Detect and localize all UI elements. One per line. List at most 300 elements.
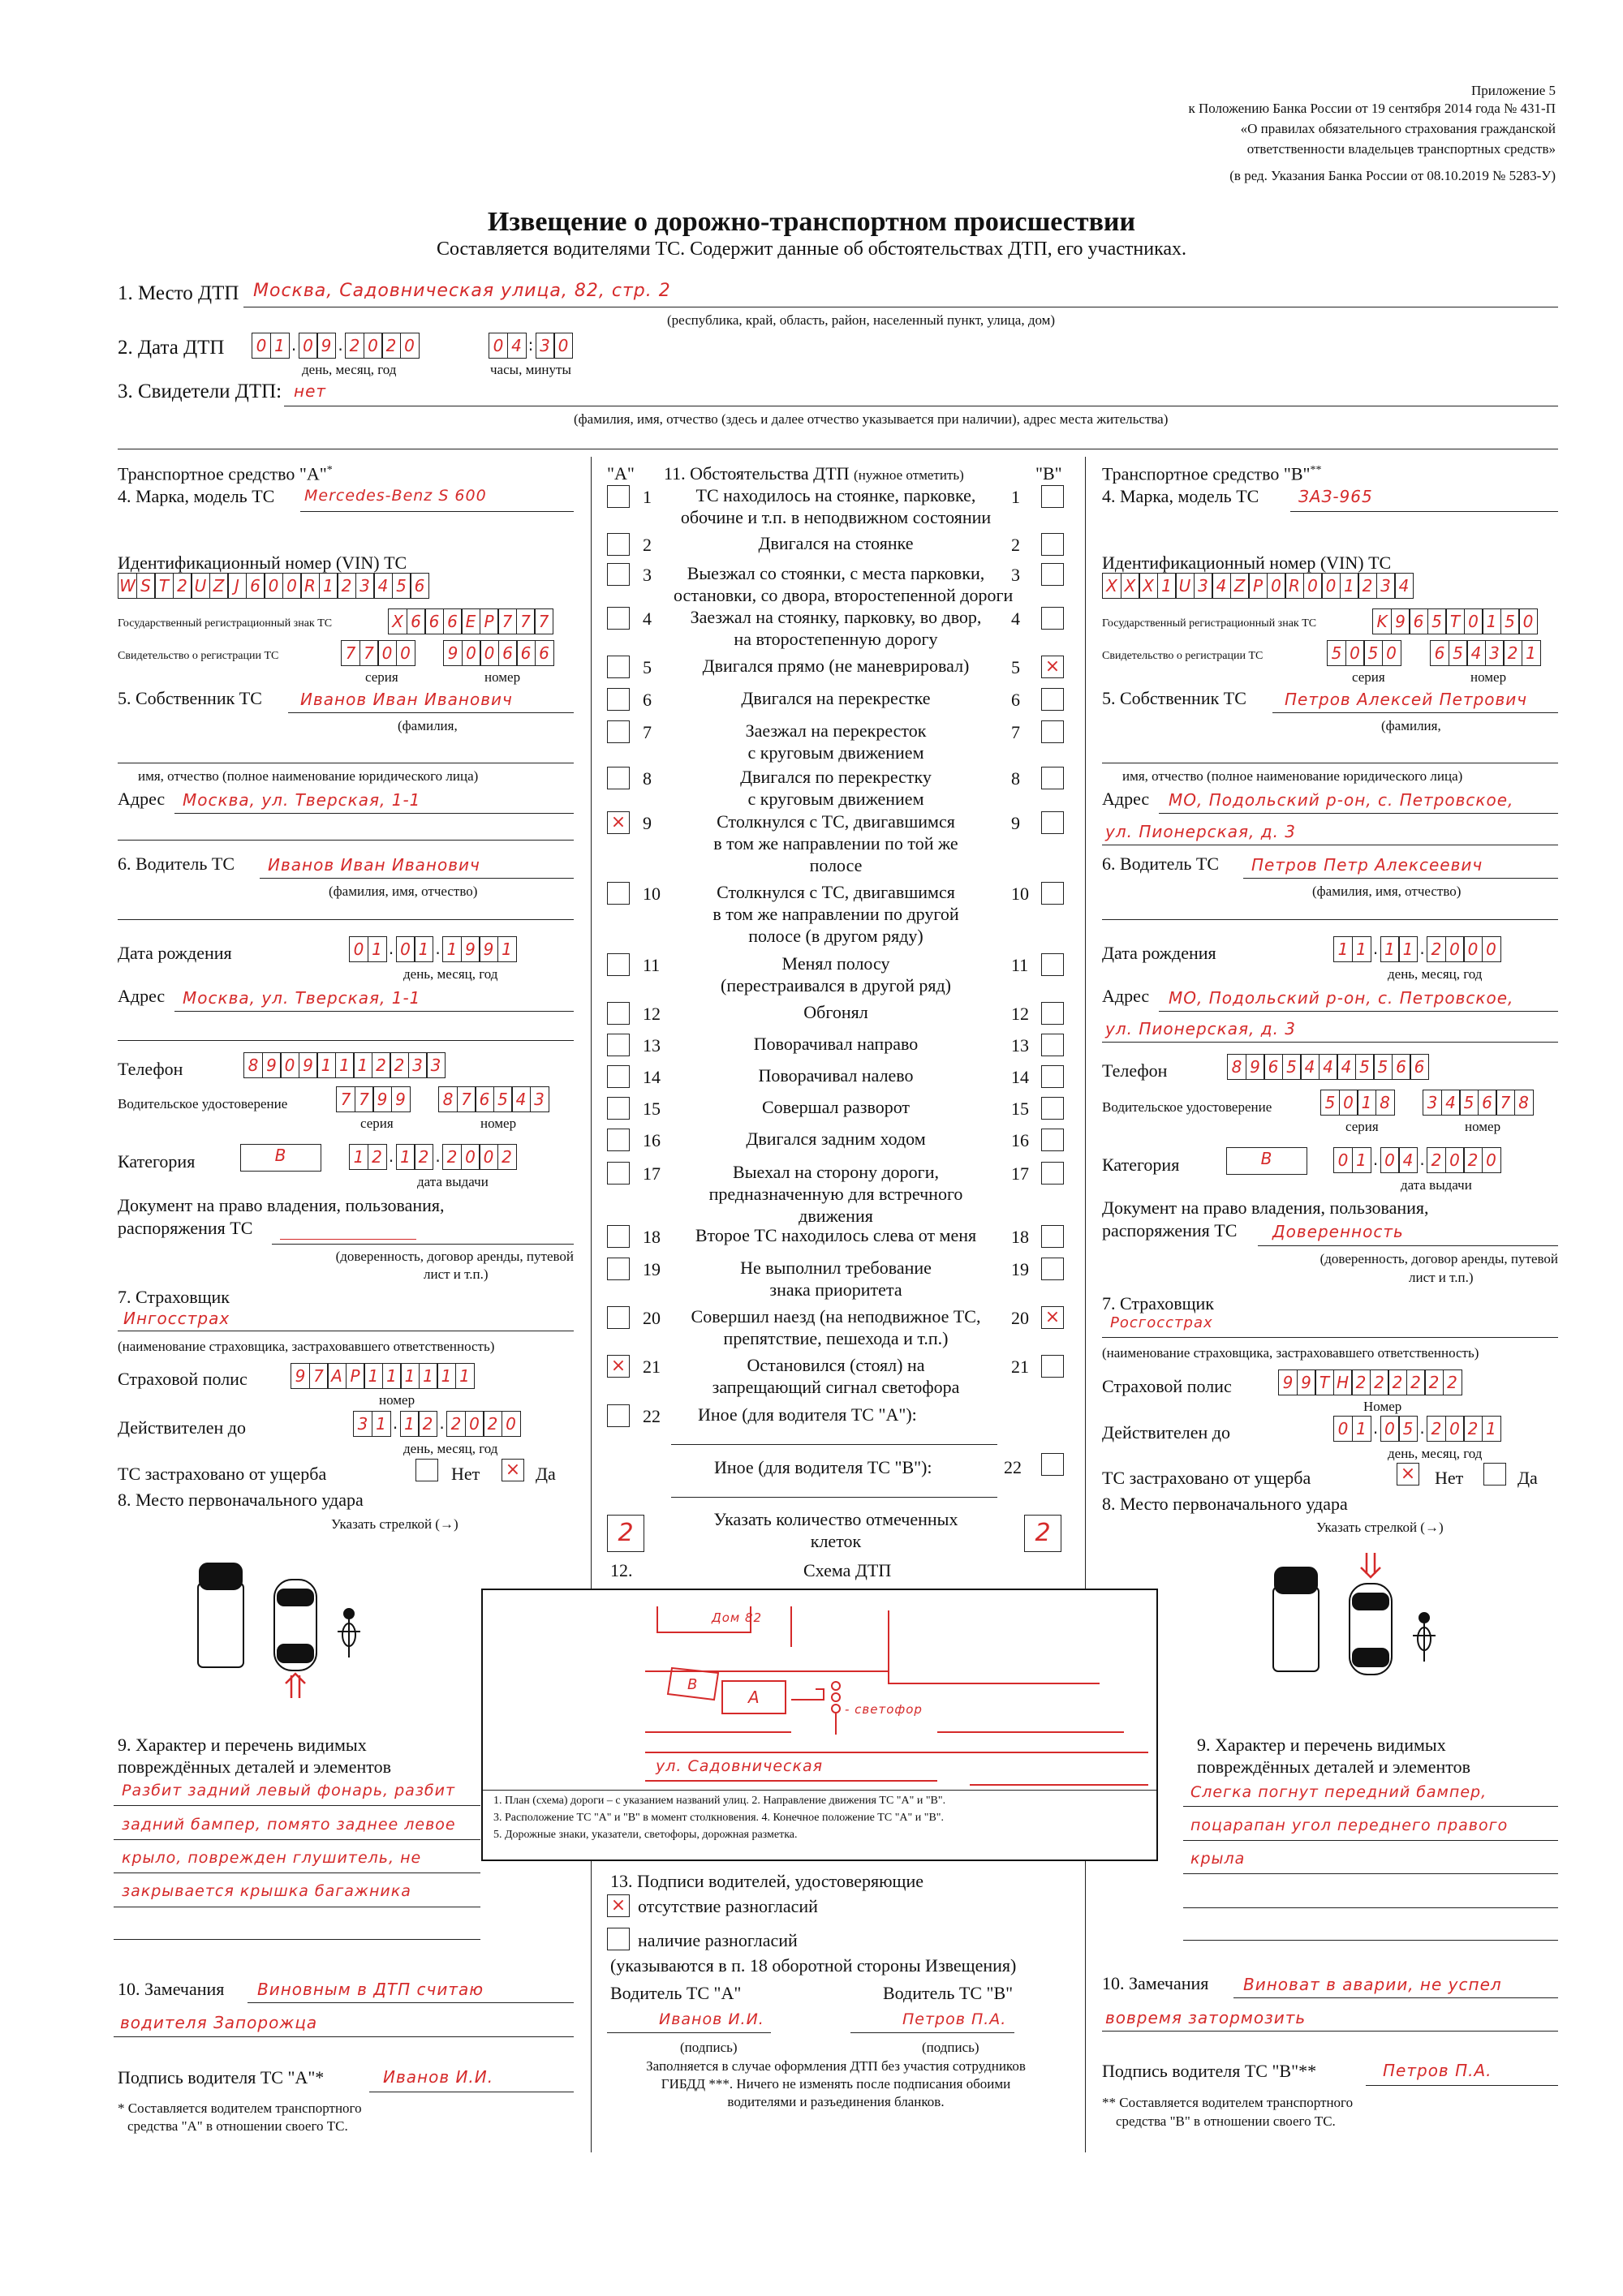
char-cell: 0	[1267, 573, 1286, 599]
scheme-note1: 1. План (схема) дороги – с указанием названий улиц. 2. Направление движения ТС "А" и "В".	[493, 1795, 946, 1807]
column-divider-right	[1085, 457, 1086, 2152]
circumstance-6-b-checkbox[interactable]	[1041, 688, 1064, 711]
vehicle-b-license-number-hint: номер	[1465, 1119, 1501, 1134]
vehicle-a-damage-line4[interactable]: закрывается крышка багажника	[122, 1882, 411, 1900]
vehicle-a-foot2: средства "А" в отношении своего ТС.	[127, 2118, 348, 2134]
vehicle-b-impact-diagram[interactable]	[1262, 1550, 1449, 1692]
vehicle-a-owner-address[interactable]: Москва, ул. Тверская, 1-1	[183, 790, 421, 810]
circumstance-10-b-checkbox[interactable]	[1041, 882, 1064, 905]
vehicle-b-insurer[interactable]: Росгосстрах	[1110, 1314, 1213, 1331]
char-cell: 6	[1409, 608, 1428, 634]
char-cell: 8	[1514, 1090, 1534, 1116]
circumstance-number-b: 10	[1011, 884, 1029, 904]
circumstance-18-a-checkbox[interactable]	[607, 1225, 630, 1248]
circumstance-21-a-checkbox[interactable]: ×	[607, 1355, 630, 1378]
vehicle-b-ins-yes-checkbox[interactable]	[1483, 1463, 1506, 1486]
vehicle-a-birth-label: Дата рождения	[118, 943, 232, 963]
vehicle-a-remarks1[interactable]: Виновным в ДТП считаю	[257, 1980, 484, 1999]
vehicle-b-damage-line2[interactable]: поцарапан угол переднего правого	[1190, 1817, 1509, 1834]
vehicle-b-brand-label: 4. Марка, модель ТС	[1102, 486, 1259, 506]
char-cell: 4	[1441, 1090, 1461, 1116]
annex-number: Приложение 5	[1471, 83, 1556, 98]
circumstance-12-b-checkbox[interactable]	[1041, 1002, 1064, 1025]
char-cell: K	[1372, 608, 1392, 634]
circumstance-13-a-checkbox[interactable]	[607, 1034, 630, 1056]
circumstance-20-b-checkbox[interactable]: ×	[1041, 1306, 1064, 1329]
vehicle-a-vin-label: Идентификационный номер (VIN) ТС	[118, 553, 407, 573]
vehicle-a-owner-address-line2	[118, 840, 574, 841]
char-cell: 2	[1351, 1369, 1371, 1395]
circumstance-19-a-checkbox[interactable]	[607, 1258, 630, 1280]
circumstance-text: Остановился (стоял) на	[747, 1355, 925, 1375]
circumstance-text: Обгонял	[803, 1002, 868, 1022]
vehicle-b-driver-line2	[1102, 919, 1558, 920]
circumstance-number-a: 7	[643, 722, 652, 742]
char-cell: 0	[1380, 1416, 1400, 1442]
scheme-title: Схема ДТП	[803, 1560, 892, 1580]
signatures-note2: ГИБДД ***. Ничего не изменять после подписания обоими	[661, 2076, 1011, 2092]
char-cell: 1	[442, 936, 462, 962]
char-cell: 0	[489, 333, 508, 359]
vehicle-a-doc-dash	[280, 1239, 416, 1240]
char-cell: 9	[1391, 608, 1410, 634]
vehicle-a-owner-line	[288, 712, 574, 713]
vehicle-b-license-series-hint: серия	[1345, 1119, 1379, 1134]
vehicle-b-sign-label: Подпись водителя ТС "В"**	[1102, 2061, 1317, 2081]
vehicle-a-policy[interactable]	[291, 1363, 473, 1389]
char-cell: 6	[1392, 1054, 1411, 1080]
char-cell: 8	[1227, 1054, 1246, 1080]
char-cell: 2	[372, 1052, 391, 1078]
char-cell: .	[392, 1413, 398, 1433]
circumstance-text: Столкнулся с ТС, двигавшимся	[717, 882, 955, 902]
char-cell: 0	[479, 1144, 498, 1170]
count-a-box[interactable]: 2	[607, 1515, 644, 1552]
vehicle-b-license-number[interactable]	[1423, 1090, 1532, 1116]
vehicle-a-owner[interactable]: Иванов Иван Иванович	[300, 690, 513, 709]
vehicle-b-damage-rule3	[1183, 1873, 1558, 1874]
circumstance-number-b: 19	[1011, 1259, 1029, 1279]
impact-arrow-icon	[1361, 1553, 1380, 1577]
vehicle-b-ins-no-label: Нет	[1435, 1468, 1464, 1488]
vehicle-a-valid[interactable]	[353, 1411, 519, 1437]
char-cell: 2	[414, 1144, 433, 1170]
circumstance-2-b-checkbox[interactable]	[1041, 533, 1064, 556]
vehicle-b-damage-line1[interactable]: Слегка погнут передний бампер,	[1190, 1783, 1487, 1801]
vehicle-a-driver-line2	[118, 919, 574, 920]
circumstance-6-a-checkbox[interactable]	[607, 688, 630, 711]
circumstance-3-b-checkbox[interactable]	[1041, 563, 1064, 586]
circumstance-text: препятствие, пешехода и т.п.)	[723, 1328, 949, 1348]
vehicle-b-cert-number[interactable]	[1430, 640, 1539, 666]
circumstance-9-a-checkbox[interactable]: ×	[607, 811, 630, 834]
circumstance-16-b-checkbox[interactable]	[1041, 1129, 1064, 1151]
circumstance-number-a: 4	[643, 608, 652, 629]
truck-icon	[1273, 1567, 1319, 1671]
vehicle-a-brand-label: 4. Марка, модель ТС	[118, 486, 275, 506]
circumstance-number-b: 20	[1011, 1308, 1029, 1328]
char-cell: 2	[483, 1411, 502, 1437]
circumstance-3-a-checkbox[interactable]	[607, 563, 630, 586]
char-cell: 5	[1363, 640, 1383, 666]
annex-regulation: к Положению Банка России от 19 сентября 2014 года № 431-П	[1188, 101, 1556, 116]
vehicle-b-brand-line	[1290, 511, 1558, 512]
char-cell: 6	[424, 608, 444, 634]
char-cell: 0	[396, 640, 415, 666]
no-disagreement-checkbox[interactable]: ×	[607, 1894, 630, 1917]
char-cell: T	[1445, 608, 1465, 634]
vehicle-a-doc-label1: Документ на право владения, пользования,	[118, 1195, 445, 1215]
vehicle-a-birth[interactable]	[349, 936, 515, 962]
char-cell: 6	[1264, 1054, 1283, 1080]
circumstance-11-b-checkbox[interactable]	[1041, 953, 1064, 976]
vehicle-b-owner-address1[interactable]: МО, Подольский р-он, с. Петровское,	[1169, 790, 1514, 810]
vehicle-b-driver-address1[interactable]: МО, Подольский р-он, с. Петровское,	[1169, 988, 1514, 1008]
char-cell: T	[1315, 1369, 1334, 1395]
char-cell: 0	[462, 640, 481, 666]
circumstance-text: Не выполнил требование	[740, 1258, 932, 1278]
circumstance-2-a-checkbox[interactable]	[607, 533, 630, 556]
char-cell: 2	[1424, 1369, 1444, 1395]
char-cell: 6	[1430, 640, 1449, 666]
circumstance-number-a: 9	[643, 813, 652, 833]
vehicle-b-driver-line	[1243, 878, 1558, 879]
char-cell: R	[300, 573, 320, 599]
vehicle-b-ins-no-checkbox[interactable]: ×	[1397, 1463, 1419, 1486]
circumstance-22-a-checkbox[interactable]	[607, 1404, 630, 1427]
vehicle-b-vin[interactable]	[1102, 573, 1413, 599]
circumstance-8-b-checkbox[interactable]	[1041, 767, 1064, 789]
vehicle-a-impact-hint: Указать стрелкой (→)	[331, 1516, 458, 1532]
count-label1: Указать количество отмеченных	[713, 1509, 958, 1529]
vehicle-a-ins-yes-checkbox[interactable]: ×	[502, 1459, 524, 1481]
vehicle-b-issue-date[interactable]	[1333, 1147, 1500, 1173]
char-cell: T	[154, 573, 174, 599]
circumstance-number-a: 20	[643, 1308, 661, 1328]
scheme-traffic-light-label: - светофор	[845, 1702, 923, 1717]
vehicle-a-series-hint: серия	[365, 669, 398, 685]
vehicle-b-valid[interactable]	[1333, 1416, 1500, 1442]
char-cell: 1	[353, 1052, 372, 1078]
circumstance-18-b-checkbox[interactable]	[1041, 1225, 1064, 1248]
vehicle-a-issue-date[interactable]	[349, 1144, 515, 1170]
vehicle-a-owner-address-line	[174, 813, 574, 814]
char-cell: 2	[368, 1144, 387, 1170]
char-cell: 0	[1321, 573, 1341, 599]
circumstance-7-b-checkbox[interactable]	[1041, 720, 1064, 743]
count-b-box[interactable]: 2	[1024, 1515, 1061, 1552]
circumstance-7-a-checkbox[interactable]	[607, 720, 630, 743]
vehicle-a-policy-label: Страховой полис	[118, 1369, 248, 1389]
driver-b-signature[interactable]: Петров П.А.	[902, 2010, 1007, 2028]
char-cell: 5	[1459, 1090, 1479, 1116]
vehicle-b-cert-series[interactable]	[1327, 640, 1400, 666]
char-cell: 1	[368, 936, 387, 962]
char-cell: 2	[1427, 1147, 1446, 1173]
circumstance-text: Заезжал на стоянку, парковку, во двор,	[690, 607, 982, 627]
vehicle-b-owner-hint1: (фамилия,	[1381, 718, 1441, 733]
char-cell: .	[1419, 939, 1425, 958]
char-cell: S	[136, 573, 156, 599]
vehicle-b-owner-address2[interactable]: ул. Пионерская, д. 3	[1105, 822, 1297, 841]
vehicle-a-ins-no-checkbox[interactable]	[415, 1459, 438, 1481]
char-cell: 0	[377, 640, 397, 666]
char-cell: 0	[461, 1144, 480, 1170]
circumstance-number-b: 21	[1011, 1357, 1029, 1377]
vehicle-b-damage-label1: 9. Характер и перечень видимых	[1197, 1735, 1446, 1755]
circumstance-8-a-checkbox[interactable]	[607, 767, 630, 789]
vehicle-b-damage-rule5	[1183, 1940, 1558, 1941]
char-cell: U	[191, 573, 210, 599]
witnesses-label: 3. Свидетели ДТП:	[118, 381, 282, 402]
vehicle-b-owner-address-label: Адрес	[1102, 789, 1150, 809]
date-hint: день, месяц, год	[302, 362, 397, 377]
circumstance-13-b-checkbox[interactable]	[1041, 1034, 1064, 1056]
vehicle-a-plate[interactable]	[388, 608, 553, 634]
char-cell: 2	[381, 333, 401, 359]
vehicle-a-driver-address-line	[174, 1011, 574, 1012]
char-cell: 7	[355, 1086, 374, 1112]
char-cell: 7	[336, 1086, 355, 1112]
circumstance-text: запрещающий сигнал светофора	[712, 1377, 960, 1397]
vehicle-a-category: B	[274, 1146, 287, 1165]
vehicle-a-insurer[interactable]: Ингосстрах	[123, 1309, 230, 1328]
char-cell: 7	[309, 1363, 329, 1389]
vehicle-a-damage-line1[interactable]: Разбит задний левый фонарь, разбит	[122, 1782, 456, 1799]
date-label: 2. Дата ДТП	[118, 337, 225, 359]
char-cell: 0	[282, 573, 302, 599]
vehicle-a-issue-hint: дата выдачи	[417, 1174, 489, 1189]
circumstance-text: Двигался задним ходом	[746, 1129, 926, 1149]
circumstance-number-a: 17	[643, 1163, 661, 1184]
char-cell: .	[435, 1146, 441, 1166]
circumstance-1-a-checkbox[interactable]	[607, 485, 630, 508]
vehicle-b-series-hint: серия	[1352, 669, 1385, 685]
vehicle-a-driver[interactable]: Иванов Иван Иванович	[268, 855, 480, 875]
char-cell: H	[1333, 1369, 1353, 1395]
vehicle-a-category-box[interactable]	[240, 1144, 321, 1172]
vehicle-b-owner[interactable]: Петров Алексей Петрович	[1285, 690, 1528, 709]
char-cell: 1	[400, 1411, 420, 1437]
vehicle-a-doc-line	[272, 1244, 574, 1245]
circumstance-9-b-checkbox[interactable]	[1041, 811, 1064, 834]
circumstance-text: ТС находилось на стоянке, парковке,	[695, 485, 976, 505]
char-cell: P	[346, 1363, 365, 1389]
vehicle-b-damage-line3[interactable]: крыла	[1190, 1850, 1246, 1868]
vehicle-a-policy-hint: номер	[379, 1392, 415, 1408]
vehicle-b-sign[interactable]: Петров П.А.	[1383, 2061, 1492, 2080]
vehicle-b-phone[interactable]	[1227, 1054, 1428, 1080]
vehicle-a-impact-diagram[interactable]	[187, 1554, 373, 1704]
char-cell: .	[388, 939, 394, 958]
char-cell: 4	[507, 333, 527, 359]
vehicle-a-header: Транспортное средство "А"*	[118, 463, 333, 484]
vehicle-b-insurer-hint: (наименование страховщика, застраховавшего ответственность)	[1102, 1345, 1479, 1361]
vehicle-b-brand[interactable]: ЗАЗ-965	[1298, 487, 1373, 506]
date-cells[interactable]	[252, 333, 418, 359]
circumstance-1-b-checkbox[interactable]	[1041, 485, 1064, 508]
circumstance-11-a-checkbox[interactable]	[607, 953, 630, 976]
circumstance-number-b: 2	[1011, 535, 1020, 555]
driver-b-sign-line	[850, 2032, 1014, 2033]
circumstance-text: с круговым движением	[747, 742, 924, 763]
char-cell: U	[1175, 573, 1195, 599]
circumstance-15-b-checkbox[interactable]	[1041, 1097, 1064, 1120]
vehicle-b-doc-label2: распоряжения ТС	[1102, 1220, 1238, 1240]
circumstance-19-b-checkbox[interactable]	[1041, 1258, 1064, 1280]
char-cell: 1	[349, 1144, 368, 1170]
vehicle-a-driver-address[interactable]: Москва, ул. Тверская, 1-1	[183, 988, 421, 1008]
disagreement-checkbox[interactable]	[607, 1928, 630, 1950]
circumstance-number-a: 19	[643, 1259, 661, 1279]
char-cell: 8	[243, 1052, 263, 1078]
char-cell: 4	[1394, 573, 1414, 599]
bicycle-icon	[1413, 1613, 1436, 1662]
circumstance-number-a: 12	[643, 1004, 661, 1024]
char-cell: 3	[530, 1086, 549, 1112]
char-cell: 2	[1463, 1416, 1483, 1442]
vehicle-b-cert-label: Свидетельство о регистрации ТС	[1102, 650, 1264, 662]
circumstance-10-a-checkbox[interactable]	[607, 882, 630, 905]
vehicle-b-phone-label: Телефон	[1102, 1060, 1168, 1081]
other-b-checkbox[interactable]	[1041, 1453, 1064, 1476]
circumstance-5-b-checkbox[interactable]: ×	[1041, 656, 1064, 678]
circumstance-number-b: 14	[1011, 1067, 1029, 1087]
circumstance-4-b-checkbox[interactable]	[1041, 607, 1064, 630]
char-cell: A	[327, 1363, 347, 1389]
vehicle-a-license-series[interactable]	[336, 1086, 409, 1112]
vehicle-b-foot1: ** Составляется водителем транспортного	[1102, 2095, 1354, 2110]
char-cell: 2	[1427, 1416, 1446, 1442]
vehicle-b-category-label: Категория	[1102, 1154, 1180, 1175]
char-cell: .	[439, 1413, 445, 1433]
circumstance-number-b: 17	[1011, 1163, 1029, 1184]
vehicle-b-driver-address-line2	[1102, 1042, 1558, 1043]
char-cell: X	[1102, 573, 1121, 599]
char-cell: P	[480, 608, 499, 634]
signatures-title: 13. Подписи водителей, удостоверяющие	[610, 1871, 923, 1891]
vehicle-a-license-number-hint: номер	[480, 1116, 517, 1131]
circumstance-number-b: 5	[1011, 657, 1020, 677]
vehicle-b-valid-hint: день, месяц, год	[1388, 1446, 1483, 1461]
bicycle-icon	[338, 1609, 360, 1658]
char-cell: 0	[480, 640, 499, 666]
vehicle-a-cert-number[interactable]	[443, 640, 553, 666]
vehicle-b-driver-address2[interactable]: ул. Пионерская, д. 3	[1105, 1019, 1297, 1038]
char-cell: 9	[1297, 1369, 1316, 1395]
char-cell: 3	[426, 1052, 446, 1078]
char-cell: 6	[410, 573, 429, 599]
vehicle-b-birth-label: Дата рождения	[1102, 943, 1216, 963]
scheme-notes-divider	[483, 1790, 1156, 1791]
circumstance-5-a-checkbox[interactable]	[607, 656, 630, 678]
vehicle-b-vin-label: Идентификационный номер (VIN) ТС	[1102, 553, 1392, 573]
vehicle-a-sign[interactable]: Иванов И.И.	[383, 2067, 494, 2087]
vehicle-b-foot2: средства "В" в отношении своего ТС.	[1116, 2113, 1336, 2129]
char-cell: 3	[1485, 640, 1505, 666]
vehicle-b-doc-value[interactable]: Доверенность	[1272, 1222, 1404, 1241]
circumstance-21-b-checkbox[interactable]	[1041, 1355, 1064, 1378]
circumstance-number-b: 9	[1011, 813, 1020, 833]
vehicle-b-remarks1[interactable]: Виноват в аварии, не успел	[1243, 1975, 1502, 1994]
circumstance-number-a: 15	[643, 1099, 661, 1119]
circumstance-17-b-checkbox[interactable]	[1041, 1162, 1064, 1185]
vehicle-b-owner-address-line	[1159, 813, 1558, 814]
vehicle-a-damage-rule3	[114, 1872, 480, 1873]
circumstance-number-a: 13	[643, 1035, 661, 1056]
char-cell: 2	[390, 1052, 409, 1078]
char-cell: 5	[1373, 1054, 1393, 1080]
char-cell: Z	[209, 573, 229, 599]
vehicle-b-driver-address-line	[1159, 1011, 1558, 1012]
circumstance-14-a-checkbox[interactable]	[607, 1065, 630, 1088]
vehicle-b-remarks-label: 10. Замечания	[1102, 1973, 1209, 1993]
circumstance-14-b-checkbox[interactable]	[1041, 1065, 1064, 1088]
vehicle-b-valid-label: Действителен до	[1102, 1422, 1230, 1443]
vehicle-a-license-number[interactable]	[438, 1086, 548, 1112]
vehicle-b-remarks-line1	[1233, 1997, 1558, 1998]
time-cells[interactable]	[489, 333, 572, 359]
driver-a-signature[interactable]: Иванов И.И.	[659, 2010, 764, 2028]
annex-edition: (в ред. Указания Банка России от 08.10.2019 № 5283-У)	[1229, 168, 1556, 183]
vehicle-a-damage-line3[interactable]: крыло, поврежден глушитель, не	[122, 1849, 422, 1867]
char-cell: 0	[400, 333, 420, 359]
char-cell: 3	[536, 333, 555, 359]
circumstance-15-a-checkbox[interactable]	[607, 1097, 630, 1120]
char-cell: .	[1372, 1150, 1379, 1169]
circumstance-text: Двигался по перекрестку	[740, 767, 932, 787]
circumstance-4-a-checkbox[interactable]	[607, 607, 630, 630]
vehicle-a-phone[interactable]	[243, 1052, 445, 1078]
vehicle-b-damage-ins-label: ТС застраховано от ущерба	[1102, 1468, 1311, 1488]
vehicle-b-license-series[interactable]	[1320, 1090, 1393, 1116]
vehicle-b-doc-hint1: (доверенность, договор аренды, путевой	[1319, 1251, 1558, 1266]
vehicle-b-birth[interactable]	[1333, 936, 1500, 962]
vehicle-a-cert-series[interactable]	[341, 640, 414, 666]
vehicle-a-license-series-hint: серия	[360, 1116, 394, 1131]
circumstance-12-a-checkbox[interactable]	[607, 1002, 630, 1025]
accident-scheme[interactable]	[481, 1589, 1158, 1861]
scheme-note3: 5. Дорожные знаки, указатели, светофоры, дорожная разметка.	[493, 1829, 798, 1841]
vehicle-b-plate[interactable]	[1372, 608, 1537, 634]
circumstance-text: Иное (для водителя ТС "А"):	[698, 1404, 917, 1425]
char-cell: 0	[1482, 1147, 1501, 1173]
vehicle-a-remarks2[interactable]: водителя Запорожца	[120, 2013, 318, 2032]
vehicle-a-damage-label2: повреждённых деталей и элементов	[118, 1756, 391, 1777]
place-value[interactable]: Москва, Садовническая улица, 82, стр. 2	[253, 281, 671, 301]
char-cell: 5	[1427, 608, 1447, 634]
char-cell: 2	[1388, 1369, 1407, 1395]
vehicle-a-brand[interactable]: Mercedes-Benz S 600	[304, 487, 487, 505]
circumstance-20-a-checkbox[interactable]	[607, 1306, 630, 1329]
circumstance-number-b: 7	[1011, 722, 1020, 742]
vehicle-a-valid-hint: день, месяц, год	[403, 1441, 498, 1456]
annex-regulation-title-2: ответственности владельцев транспортных средств»	[1246, 141, 1556, 157]
vehicle-b-category-box[interactable]	[1226, 1147, 1307, 1175]
vehicle-a-vin[interactable]	[118, 573, 428, 599]
circumstance-number-a: 2	[643, 535, 652, 555]
char-cell: 6	[407, 608, 426, 634]
witnesses-value[interactable]: нет	[294, 381, 327, 401]
vehicle-a-damage-line2[interactable]: задний бампер, помято заднее левое	[122, 1816, 456, 1834]
vehicle-b-remarks2[interactable]: вовремя затормозить	[1105, 2008, 1307, 2027]
vehicle-b-driver[interactable]: Петров Петр Алексеевич	[1251, 855, 1483, 875]
circumstance-number-a: 10	[643, 884, 661, 904]
circumstance-17-a-checkbox[interactable]	[607, 1162, 630, 1185]
circumstance-16-a-checkbox[interactable]	[607, 1129, 630, 1151]
vehicle-b-doc-hint2: лист и т.п.)	[1409, 1270, 1474, 1285]
vehicle-b-policy[interactable]	[1278, 1369, 1461, 1395]
